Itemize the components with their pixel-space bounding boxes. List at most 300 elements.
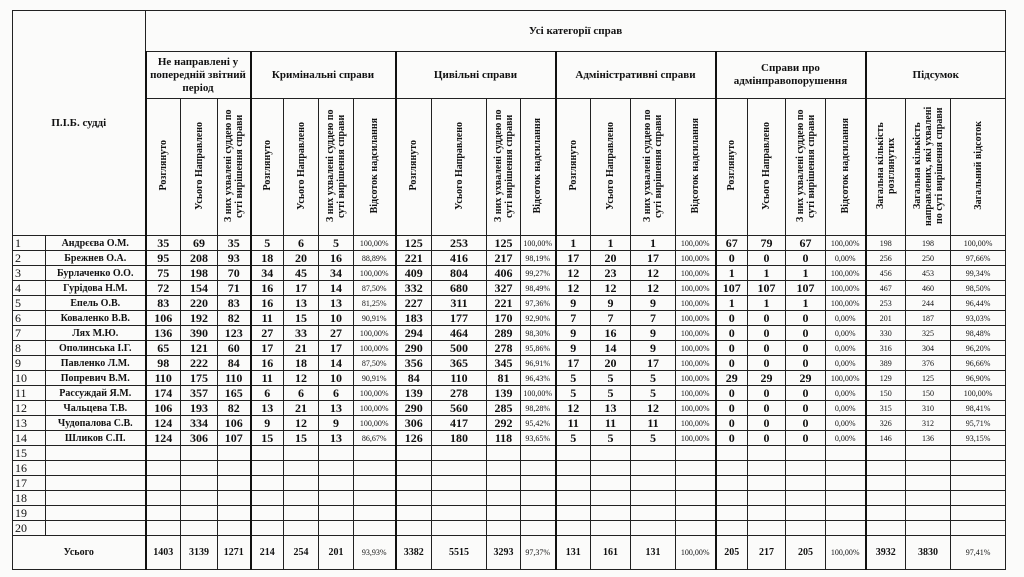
value-cell <box>396 446 432 461</box>
value-cell <box>951 491 1006 506</box>
value-cell: 0 <box>716 356 748 371</box>
value-cell: 20 <box>284 251 319 266</box>
table-row <box>13 326 1006 341</box>
value-cell <box>676 446 716 461</box>
value-cell <box>716 491 748 506</box>
value-cell: 13 <box>251 401 284 416</box>
value-cell: 17 <box>284 281 319 296</box>
value-cell: 256 <box>866 251 906 266</box>
judge-name: Андрєєва О.М. <box>46 236 146 251</box>
value-cell: 98,28% <box>521 401 556 416</box>
value-cell: 18 <box>284 356 319 371</box>
value-cell: 100,00% <box>951 386 1006 401</box>
value-cell: 0 <box>786 341 826 356</box>
value-cell: 10 <box>319 311 354 326</box>
column-header-label: Розглянуто <box>567 140 579 191</box>
value-cell: 96,43% <box>521 371 556 386</box>
value-cell: 17 <box>251 341 284 356</box>
value-cell: 357 <box>181 386 218 401</box>
value-cell: 5 <box>591 371 631 386</box>
value-cell: 100,00% <box>521 386 556 401</box>
table-row <box>13 461 1006 476</box>
value-cell <box>487 491 521 506</box>
value-cell: 0 <box>716 416 748 431</box>
value-cell: 100,00% <box>826 296 866 311</box>
value-cell: 100,00% <box>354 401 396 416</box>
value-cell: 75 <box>146 266 181 281</box>
value-cell <box>951 506 1006 521</box>
value-cell <box>319 521 354 536</box>
judge-name <box>46 446 146 461</box>
value-cell: 12 <box>556 266 591 281</box>
value-cell <box>748 461 786 476</box>
value-cell: 100,00% <box>521 236 556 251</box>
total-value: 161 <box>591 536 631 570</box>
value-cell: 82 <box>218 311 251 326</box>
value-cell <box>284 506 319 521</box>
value-cell: 81,25% <box>354 296 396 311</box>
value-cell: 5 <box>556 431 591 446</box>
value-cell: 5 <box>631 431 676 446</box>
value-cell: 192 <box>181 311 218 326</box>
value-cell <box>181 476 218 491</box>
value-cell <box>716 461 748 476</box>
value-cell: 0 <box>786 416 826 431</box>
value-cell: 416 <box>432 251 487 266</box>
value-cell: 292 <box>487 416 521 431</box>
value-cell: 14 <box>591 341 631 356</box>
value-cell <box>319 476 354 491</box>
value-cell: 100,00% <box>676 266 716 281</box>
value-cell: 107 <box>218 431 251 446</box>
value-cell: 174 <box>146 386 181 401</box>
value-cell <box>218 506 251 521</box>
value-cell: 312 <box>906 416 951 431</box>
value-cell: 345 <box>487 356 521 371</box>
value-cell: 100,00% <box>676 236 716 251</box>
value-cell: 0,00% <box>826 341 866 356</box>
value-cell: 278 <box>487 341 521 356</box>
judge-name: Рассуждай Я.М. <box>46 386 146 401</box>
value-cell <box>748 476 786 491</box>
column-header <box>319 99 354 236</box>
value-cell: 198 <box>866 236 906 251</box>
column-header-label: З них ухвалені суддею по суті вирішення справи <box>642 109 664 222</box>
value-cell: 11 <box>591 416 631 431</box>
value-cell: 100,00% <box>676 326 716 341</box>
value-cell: 100,00% <box>676 311 716 326</box>
value-cell: 1 <box>591 236 631 251</box>
total-value: 3932 <box>866 536 906 570</box>
row-number: 10 <box>13 371 46 386</box>
value-cell: 244 <box>906 296 951 311</box>
value-cell <box>786 446 826 461</box>
judge-name <box>46 491 146 506</box>
value-cell: 100,00% <box>676 416 716 431</box>
judge-name: Чудопалова С.В. <box>46 416 146 431</box>
value-cell: 100,00% <box>354 416 396 431</box>
value-cell: 221 <box>396 251 432 266</box>
value-cell: 330 <box>866 326 906 341</box>
value-cell <box>826 521 866 536</box>
value-cell: 0 <box>716 386 748 401</box>
value-cell <box>951 476 1006 491</box>
value-cell: 5 <box>319 236 354 251</box>
value-cell: 170 <box>487 311 521 326</box>
value-cell: 0 <box>748 386 786 401</box>
value-cell: 20 <box>591 356 631 371</box>
value-cell <box>432 446 487 461</box>
row-number: 12 <box>13 401 46 416</box>
value-cell: 16 <box>251 356 284 371</box>
value-cell: 23 <box>591 266 631 281</box>
value-cell: 93,03% <box>951 311 1006 326</box>
value-cell <box>866 446 906 461</box>
value-cell: 5 <box>251 236 284 251</box>
value-cell <box>487 506 521 521</box>
value-cell <box>676 476 716 491</box>
value-cell: 13 <box>319 401 354 416</box>
value-cell: 93,15% <box>951 431 1006 446</box>
value-cell: 17 <box>631 251 676 266</box>
value-cell: 460 <box>906 281 951 296</box>
value-cell: 306 <box>396 416 432 431</box>
value-cell <box>556 476 591 491</box>
value-cell <box>181 521 218 536</box>
value-cell: 90,91% <box>354 311 396 326</box>
value-cell <box>146 476 181 491</box>
value-cell <box>521 476 556 491</box>
total-value: 131 <box>631 536 676 570</box>
value-cell: 310 <box>906 401 951 416</box>
value-cell: 5 <box>631 386 676 401</box>
value-cell <box>251 491 284 506</box>
value-cell: 390 <box>181 326 218 341</box>
value-cell: 125 <box>487 236 521 251</box>
row-number: 9 <box>13 356 46 371</box>
value-cell: 100,00% <box>826 266 866 281</box>
value-cell: 7 <box>591 311 631 326</box>
group-header: Підсумок <box>866 52 1006 99</box>
value-cell: 96,91% <box>521 356 556 371</box>
column-header-label: Усього Направлено <box>193 121 205 210</box>
value-cell: 0 <box>748 416 786 431</box>
value-cell: 100,00% <box>826 236 866 251</box>
column-header-label: Відсоток надсилання <box>368 117 380 214</box>
value-cell <box>284 446 319 461</box>
value-cell: 96,44% <box>951 296 1006 311</box>
value-cell: 136 <box>146 326 181 341</box>
column-header <box>631 99 676 236</box>
column-header-label: Загальна кількість направлених, які ухвалені по суті вирішення справи <box>911 105 945 226</box>
value-cell: 9 <box>631 341 676 356</box>
value-cell: 0 <box>716 251 748 266</box>
column-header <box>716 99 748 236</box>
value-cell: 98,30% <box>521 326 556 341</box>
column-header-label: Розглянуто <box>408 140 420 191</box>
value-cell <box>786 491 826 506</box>
value-cell: 560 <box>432 401 487 416</box>
value-cell: 107 <box>716 281 748 296</box>
total-value: 1403 <box>146 536 181 570</box>
value-cell: 70 <box>218 266 251 281</box>
value-cell: 29 <box>748 371 786 386</box>
value-cell <box>354 521 396 536</box>
column-header <box>676 99 716 236</box>
total-value: 5515 <box>432 536 487 570</box>
value-cell: 11 <box>556 416 591 431</box>
value-cell: 0 <box>786 311 826 326</box>
value-cell <box>906 521 951 536</box>
value-cell <box>676 506 716 521</box>
value-cell: 35 <box>146 236 181 251</box>
value-cell <box>432 461 487 476</box>
table-row <box>13 431 1006 446</box>
value-cell: 106 <box>146 311 181 326</box>
value-cell: 121 <box>181 341 218 356</box>
value-cell: 16 <box>319 251 354 266</box>
value-cell: 306 <box>181 431 218 446</box>
row-number: 16 <box>13 461 46 476</box>
value-cell <box>521 446 556 461</box>
value-cell: 146 <box>866 431 906 446</box>
column-header <box>786 99 826 236</box>
value-cell: 118 <box>487 431 521 446</box>
value-cell: 5 <box>591 431 631 446</box>
total-value: 100,00% <box>826 536 866 570</box>
value-cell: 0,00% <box>826 401 866 416</box>
value-cell: 193 <box>181 401 218 416</box>
value-cell: 84 <box>396 371 432 386</box>
total-value: 1271 <box>218 536 251 570</box>
column-header <box>284 99 319 236</box>
column-header <box>591 99 631 236</box>
value-cell: 125 <box>906 371 951 386</box>
value-cell <box>181 461 218 476</box>
value-cell: 0 <box>786 356 826 371</box>
value-cell: 16 <box>251 296 284 311</box>
table-row <box>13 446 1006 461</box>
value-cell: 98 <box>146 356 181 371</box>
column-header-label: Загальний відсоток <box>972 121 984 210</box>
value-cell <box>432 521 487 536</box>
column-header <box>251 99 284 236</box>
value-cell: 11 <box>251 371 284 386</box>
group-header: Не направлені у попередній звітний період <box>146 52 251 99</box>
value-cell: 100,00% <box>354 386 396 401</box>
value-cell: 125 <box>396 236 432 251</box>
value-cell: 253 <box>866 296 906 311</box>
value-cell: 83 <box>218 296 251 311</box>
value-cell: 98,50% <box>951 281 1006 296</box>
value-cell: 467 <box>866 281 906 296</box>
value-cell: 0 <box>748 356 786 371</box>
value-cell <box>826 476 866 491</box>
value-cell: 129 <box>866 371 906 386</box>
value-cell: 12 <box>556 281 591 296</box>
value-cell: 1 <box>556 236 591 251</box>
value-cell: 87,50% <box>354 281 396 296</box>
value-cell <box>432 476 487 491</box>
value-cell: 365 <box>432 356 487 371</box>
value-cell <box>786 476 826 491</box>
value-cell: 5 <box>556 386 591 401</box>
value-cell: 95,42% <box>521 416 556 431</box>
value-cell <box>786 506 826 521</box>
value-cell: 13 <box>591 401 631 416</box>
value-cell <box>866 506 906 521</box>
value-cell <box>786 461 826 476</box>
value-cell: 34 <box>251 266 284 281</box>
table-row <box>13 506 1006 521</box>
value-cell <box>146 446 181 461</box>
column-header <box>748 99 786 236</box>
column-header <box>354 99 396 236</box>
value-cell: 177 <box>432 311 487 326</box>
group-header: Адміністративні справи <box>556 52 716 99</box>
value-cell: 227 <box>396 296 432 311</box>
value-cell: 389 <box>866 356 906 371</box>
value-cell <box>631 506 676 521</box>
judge-name: Лях М.Ю. <box>46 326 146 341</box>
value-cell: 456 <box>866 266 906 281</box>
value-cell <box>251 461 284 476</box>
value-cell: 9 <box>319 416 354 431</box>
value-cell: 154 <box>181 281 218 296</box>
value-cell <box>826 446 866 461</box>
value-cell: 12 <box>591 281 631 296</box>
value-cell: 98,19% <box>521 251 556 266</box>
value-cell: 99,27% <box>521 266 556 281</box>
value-cell <box>354 461 396 476</box>
column-header-label: Усього Направлено <box>605 121 616 210</box>
value-cell: 0 <box>786 401 826 416</box>
value-cell: 96,66% <box>951 356 1006 371</box>
value-cell: 21 <box>284 341 319 356</box>
value-cell: 93,65% <box>521 431 556 446</box>
value-cell <box>866 491 906 506</box>
column-header <box>432 99 487 236</box>
value-cell: 0 <box>748 251 786 266</box>
value-cell: 139 <box>396 386 432 401</box>
value-cell: 83 <box>146 296 181 311</box>
value-cell: 106 <box>218 416 251 431</box>
value-cell: 9 <box>631 296 676 311</box>
table-row <box>13 386 1006 401</box>
table-row <box>13 356 1006 371</box>
value-cell: 17 <box>319 341 354 356</box>
value-cell <box>676 461 716 476</box>
column-header-label: З них ухвалені суддею по суті вирішення справи <box>222 109 245 222</box>
value-cell: 93 <box>218 251 251 266</box>
column-header-label: Загальна кількість розглянутих <box>874 122 897 209</box>
value-cell: 123 <box>218 326 251 341</box>
value-cell <box>319 506 354 521</box>
value-cell: 5 <box>591 386 631 401</box>
value-cell: 97,36% <box>521 296 556 311</box>
value-cell: 69 <box>181 236 218 251</box>
value-cell: 332 <box>396 281 432 296</box>
value-cell: 29 <box>716 371 748 386</box>
value-cell: 6 <box>251 386 284 401</box>
value-cell: 15 <box>284 311 319 326</box>
table-row <box>13 401 1006 416</box>
value-cell: 12 <box>284 371 319 386</box>
value-cell: 72 <box>146 281 181 296</box>
value-cell <box>748 446 786 461</box>
value-cell <box>284 476 319 491</box>
value-cell <box>866 521 906 536</box>
total-value: 97,41% <box>951 536 1006 570</box>
value-cell <box>521 506 556 521</box>
value-cell <box>556 461 591 476</box>
value-cell: 82 <box>218 401 251 416</box>
value-cell: 201 <box>866 311 906 326</box>
value-cell: 285 <box>487 401 521 416</box>
column-header <box>866 99 906 236</box>
value-cell <box>521 461 556 476</box>
value-cell: 100,00% <box>676 386 716 401</box>
value-cell <box>591 446 631 461</box>
value-cell: 17 <box>556 251 591 266</box>
value-cell: 98,41% <box>951 401 1006 416</box>
value-cell: 100,00% <box>354 341 396 356</box>
value-cell <box>906 446 951 461</box>
value-cell <box>396 476 432 491</box>
value-cell <box>396 521 432 536</box>
column-header-label: З них ухвалені суддею по суті вирішення справи <box>492 109 515 222</box>
value-cell: 96,20% <box>951 341 1006 356</box>
value-cell: 45 <box>284 266 319 281</box>
value-cell: 217 <box>487 251 521 266</box>
value-cell: 804 <box>432 266 487 281</box>
value-cell: 0,00% <box>826 326 866 341</box>
value-cell: 29 <box>786 371 826 386</box>
value-cell: 0 <box>748 401 786 416</box>
value-cell <box>487 521 521 536</box>
judge-name: Ополинська І.Г. <box>46 341 146 356</box>
value-cell: 334 <box>181 416 218 431</box>
value-cell: 139 <box>487 386 521 401</box>
row-number: 18 <box>13 491 46 506</box>
group-header: Кримінальні справи <box>251 52 396 99</box>
value-cell: 11 <box>251 311 284 326</box>
value-cell <box>631 476 676 491</box>
total-value: 254 <box>284 536 319 570</box>
value-cell <box>432 506 487 521</box>
judge-name <box>46 476 146 491</box>
value-cell: 124 <box>146 416 181 431</box>
value-cell: 315 <box>866 401 906 416</box>
value-cell <box>319 461 354 476</box>
value-cell: 12 <box>631 266 676 281</box>
value-cell: 1 <box>631 236 676 251</box>
value-cell: 71 <box>218 281 251 296</box>
total-value: 3293 <box>487 536 521 570</box>
value-cell: 290 <box>396 401 432 416</box>
value-cell <box>251 446 284 461</box>
value-cell: 311 <box>432 296 487 311</box>
value-cell: 0 <box>748 311 786 326</box>
table-row <box>13 266 1006 281</box>
value-cell: 175 <box>181 371 218 386</box>
value-cell: 107 <box>786 281 826 296</box>
value-cell: 198 <box>906 236 951 251</box>
value-cell: 356 <box>396 356 432 371</box>
value-cell: 106 <box>146 401 181 416</box>
value-cell <box>631 461 676 476</box>
value-cell: 250 <box>906 251 951 266</box>
